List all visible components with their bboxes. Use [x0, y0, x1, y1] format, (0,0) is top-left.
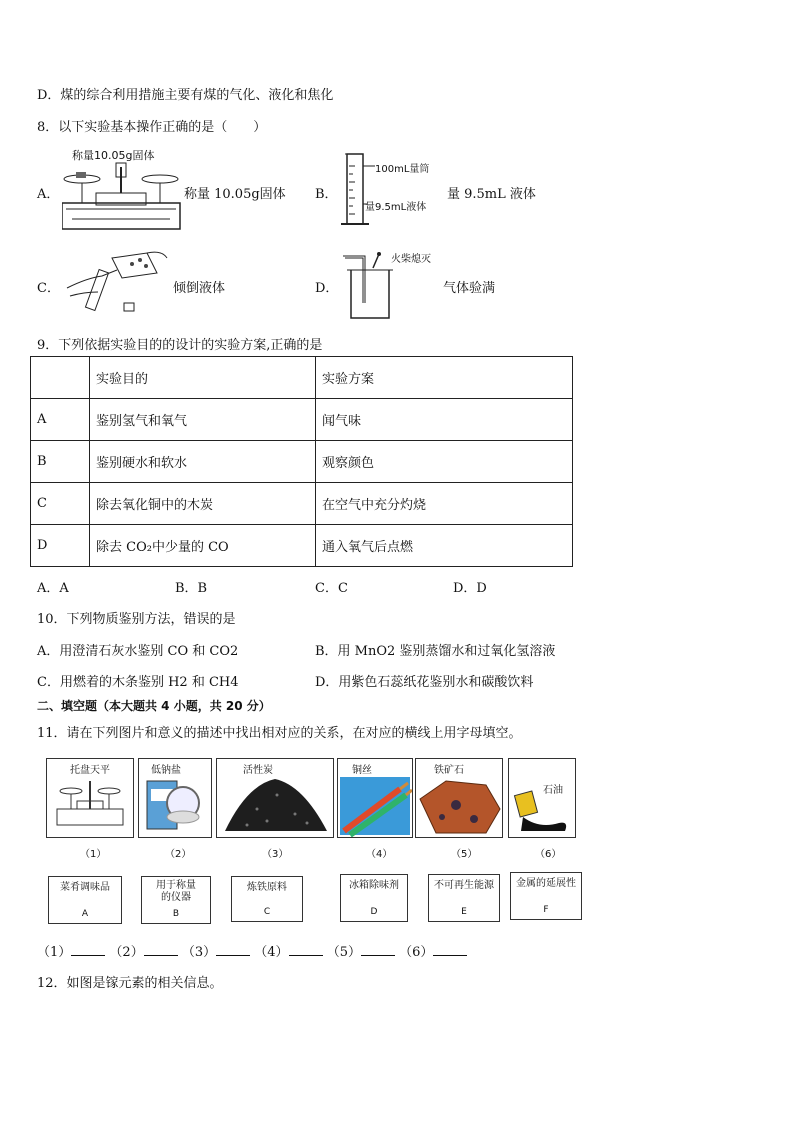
table-cell: 闻气味 [316, 399, 573, 441]
table-cell: 在空气中充分灼烧 [316, 483, 573, 525]
meaning-letter: E [461, 907, 467, 917]
answer-number: （4） [254, 945, 289, 960]
answer-blank[interactable] [361, 944, 395, 956]
meaning-letter: D [370, 907, 378, 917]
meaning-text: 用于称量的仪器 [156, 880, 196, 903]
answer-blank[interactable] [289, 944, 323, 956]
q8-option-c-letter: C． [37, 281, 60, 296]
picture-label: 铜丝 [352, 765, 372, 776]
activated-carbon-icon [217, 759, 333, 837]
table-row [31, 399, 573, 441]
picture-label: 石油 [543, 785, 563, 796]
q8-option-c-text: 倾倒液体 [173, 281, 226, 296]
picture-number: （4） [366, 849, 393, 860]
table-cell: 鉴别氢气和氧气 [90, 399, 316, 441]
table-cell: 通入氧气后点燃 [316, 525, 573, 567]
table-row [31, 525, 573, 567]
table-cell: 观察颜色 [316, 441, 573, 483]
meaning-letter: B [172, 909, 180, 919]
table-header-cell [31, 357, 90, 399]
meaning-box-f [510, 872, 582, 920]
balance-illustration [62, 145, 182, 235]
q9-stem: 9．下列依据实验目的的设计的实验方案,正确的是 [37, 338, 323, 353]
meaning-text: 炼铁原料 [247, 882, 287, 893]
q7-option-d: D．煤的综合利用措施主要有煤的气化、液化和焦化 [37, 88, 334, 103]
pouring-illustration [62, 248, 172, 318]
balance-icon [47, 759, 133, 837]
table-cell: 除去氧化铜中的木炭 [90, 483, 316, 525]
answer-blank[interactable] [216, 944, 250, 956]
table-cell: C [31, 483, 90, 525]
q10-option-d: D．用紫色石蕊纸花鉴别水和碳酸饮料 [315, 675, 534, 690]
pouring-liquid-icon [62, 248, 172, 318]
answer-blank[interactable] [433, 944, 467, 956]
q8-stem: 8．以下实验基本操作正确的是（ ） [37, 120, 267, 135]
q9-option-d: D．D [453, 581, 487, 596]
meaning-text: 冰箱除味剂 [349, 880, 399, 891]
answer-number: （2） [109, 945, 144, 960]
picture-iron-ore [415, 758, 503, 838]
meaning-text: 金属的延展性 [516, 878, 576, 889]
q10-option-c: C．用燃着的木条鉴别 H2 和 CH4 [37, 675, 239, 690]
table-cell: B [31, 441, 90, 483]
answer-number: （6） [399, 945, 434, 960]
gas-bottle-icon [335, 248, 395, 323]
meaning-text: 菜肴调味品 [60, 882, 110, 893]
meaning-letter: C [263, 907, 271, 917]
q9-table [30, 356, 573, 567]
table-row [31, 441, 573, 483]
table-header-row [31, 357, 573, 399]
iron-ore-icon [416, 759, 502, 837]
table-header-cell: 实验方案 [316, 357, 573, 399]
cylinder-top-label: 100mL量筒 [375, 164, 430, 175]
meaning-box-e [428, 874, 500, 922]
picture-number: （5） [451, 849, 478, 860]
meaning-box-a [48, 876, 122, 924]
q11-stem: 11．请在下列图片和意义的描述中找出相对应的关系，在对应的横线上用字母填空。 [37, 726, 522, 741]
q8-option-d-text: 气体验满 [443, 281, 496, 296]
q8-option-b-letter: B． [315, 187, 338, 202]
table-cell: A [31, 399, 90, 441]
picture-number: （6） [535, 849, 562, 860]
answer-number: （5） [326, 945, 361, 960]
table-cell: D [31, 525, 90, 567]
q10-stem: 10．下列物质鉴别方法，错误的是 [37, 612, 236, 627]
copper-wire-icon [338, 759, 412, 837]
q9-option-b: B．B [175, 581, 208, 596]
picture-label: 铁矿石 [434, 765, 464, 776]
picture-label: 低钠盐 [151, 765, 181, 776]
q12-stem: 12．如图是镓元素的相关信息。 [37, 976, 223, 991]
gas-test-label: 火柴熄灭 [391, 254, 431, 265]
picture-label: 托盘天平 [70, 765, 110, 776]
answer-blank[interactable] [71, 944, 105, 956]
q8-option-a-text: 称量 10.05g固体 [184, 187, 286, 202]
q8-option-d-letter: D． [315, 281, 339, 296]
section-heading: 二、填空题（本大题共 4 小题，共 20 分） [37, 699, 271, 713]
picture-balance [46, 758, 134, 838]
balance-label: 称量10.05g固体 [72, 149, 155, 162]
picture-number: （1） [80, 849, 107, 860]
oil-barrel-icon [509, 759, 575, 837]
meaning-letter: A [81, 909, 89, 919]
picture-activated-carbon [216, 758, 334, 838]
picture-number: （3） [262, 849, 289, 860]
q10-option-b: B．用 MnO2 鉴别蒸馏水和过氧化氢溶液 [315, 644, 556, 659]
table-header-cell: 实验目的 [90, 357, 316, 399]
q8-option-b-text: 量 9.5mL 液体 [447, 187, 536, 202]
gas-test-illustration [335, 248, 445, 323]
table-row [31, 483, 573, 525]
picture-number: （2） [165, 849, 192, 860]
q9-option-c: C．C [315, 581, 348, 596]
q9-option-a: A．A [37, 581, 69, 596]
cylinder-bottom-label: 量9.5mL液体 [365, 202, 427, 213]
table-cell: 除去 CO₂中少量的 CO [90, 525, 316, 567]
picture-petroleum [508, 758, 576, 838]
q11-answer-row [37, 941, 467, 960]
picture-low-sodium-salt [138, 758, 212, 838]
salt-icon [139, 759, 211, 837]
meaning-letter: F [543, 905, 549, 915]
answer-number: （3） [181, 945, 217, 960]
answer-number: （1） [37, 945, 72, 960]
cylinder-illustration [335, 148, 445, 238]
picture-label: 活性炭 [243, 765, 273, 776]
answer-blank[interactable] [144, 944, 178, 956]
meaning-box-b [141, 876, 211, 924]
q10-option-a: A．用澄清石灰水鉴别 CO 和 CO2 [37, 644, 239, 659]
picture-copper-wire [337, 758, 413, 838]
meaning-text: 不可再生能源 [434, 880, 494, 891]
meaning-box-d [340, 874, 408, 922]
q8-option-a-letter: A． [37, 187, 60, 202]
balance-icon [62, 145, 182, 235]
meaning-box-c [231, 876, 303, 922]
table-cell: 鉴别硬水和软水 [90, 441, 316, 483]
